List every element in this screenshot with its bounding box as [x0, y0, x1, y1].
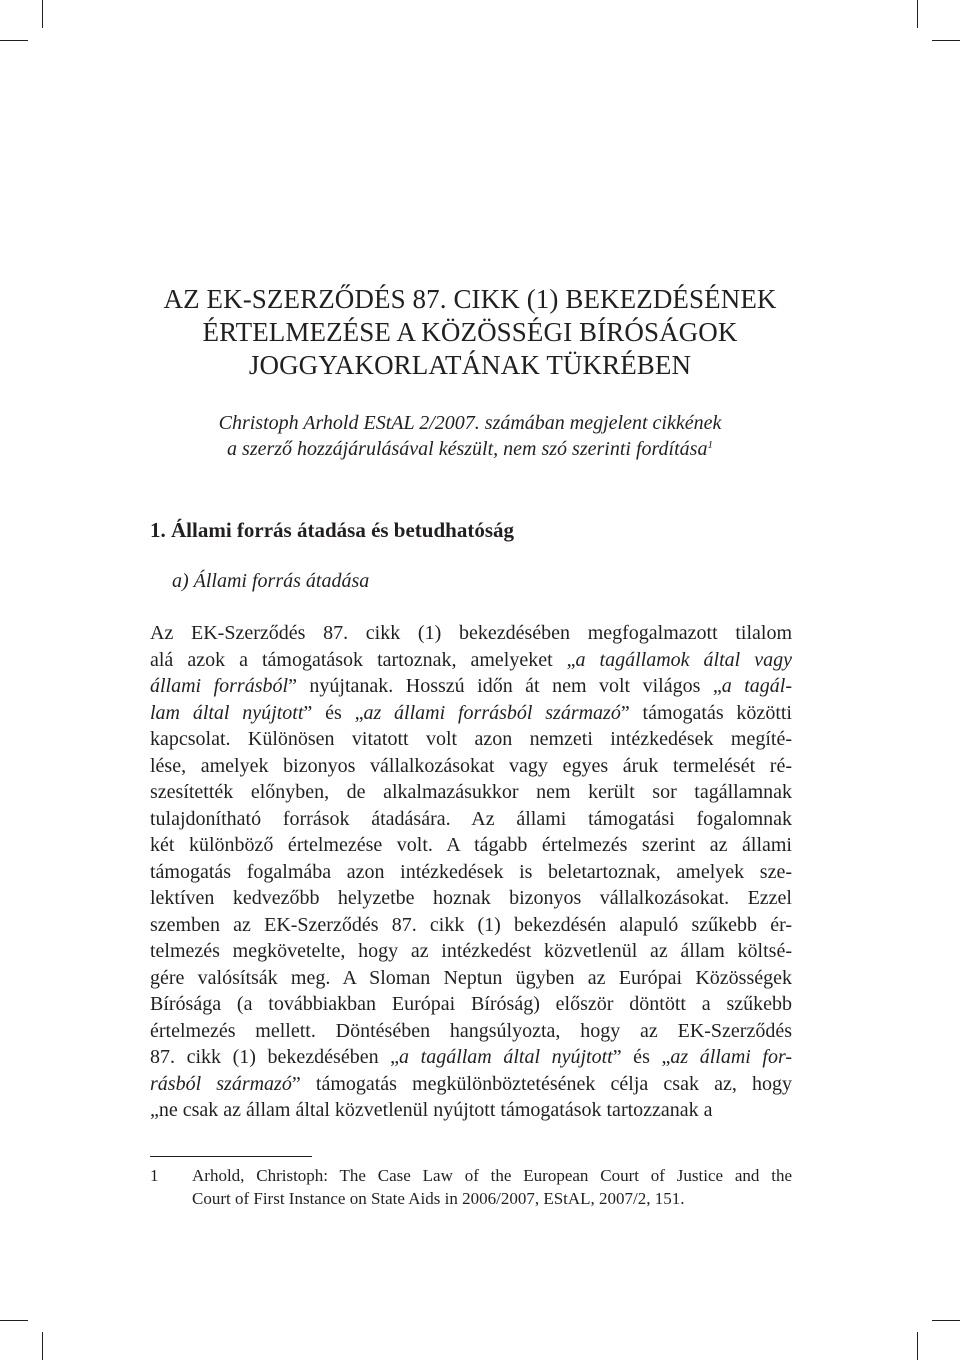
body-text-segment: ” és „: [612, 1046, 671, 1068]
subtitle-line-1: Christoph Arhold EStAL 2/2007. számában megjelent cikkének: [218, 412, 722, 434]
body-text-segment: lése, amelyek bizonyos vállalkozásokat vagy egyes áruk termelését ré-: [150, 754, 792, 777]
body-line: [150, 859, 792, 886]
body-line: [150, 1044, 792, 1071]
body-italic-segment: lam által nyújtott: [150, 701, 304, 724]
body-italic-segment: a tagál-: [721, 675, 792, 697]
body-text-segment: értelmezés mellett. Döntésében hangsúlyozta, hogy az EK-Szerződés: [150, 1019, 792, 1042]
body-italic-segment: a tagállamok által vagy: [575, 648, 792, 671]
subtitle-line-2: [150, 436, 790, 462]
body-text-segment: ” támogatás megkülönböztetésének célja csak az, hogy: [291, 1072, 792, 1095]
body-text-segment: gére valósítsák meg. A Sloman Neptun ügyben az Európai Közösségek: [150, 966, 792, 989]
body-line: [150, 1018, 792, 1045]
footnote-reference[interactable]: 1: [707, 439, 713, 451]
section-heading: 1. Állami forrás átadása és betudhatóság: [150, 518, 515, 542]
footnote-text: [192, 1164, 792, 1210]
crop-mark-bottom-left-horizontal: [0, 1320, 28, 1321]
body-italic-segment: az állami for-: [670, 1046, 793, 1068]
body-line: [150, 885, 792, 912]
body-text-segment: lektíven kedvezőbb helyzetbe hoznak bizonyos vállalkozásokat. Ezzel: [150, 887, 792, 909]
body-text-segment: ” és „: [303, 701, 364, 724]
body-text-segment: szemben az EK-Szerződés 87. cikk (1) bekezdésén alapuló szűkebb ér-: [150, 913, 792, 936]
body-italic-segment: állami forrásból: [150, 675, 289, 697]
body-italic-segment: a tagállam által nyújtott: [399, 1046, 613, 1068]
title-line-2: ÉRTELMEZÉSE A KÖZÖSSÉGI BÍRÓSÁGOK: [202, 317, 738, 347]
body-line: [150, 726, 792, 753]
body-line: [150, 779, 792, 806]
crop-mark-top-left-vertical: [42, 0, 43, 28]
body-line: [150, 700, 792, 727]
crop-mark-top-right-horizontal: [932, 40, 960, 41]
body-line: [150, 965, 792, 992]
crop-mark-top-right-vertical: [917, 0, 918, 28]
footnote-separator: [150, 1156, 312, 1157]
footnote-line-1: Arhold, Christoph: The Case Law of the European Court of Justice and the: [192, 1166, 792, 1185]
crop-mark-bottom-right-horizontal: [932, 1320, 960, 1321]
body-line: [150, 912, 792, 939]
body-line: [150, 938, 792, 965]
subtitle-line-2-text: a szerző hozzájárulásával készült, nem szó szerinti fordítása: [227, 438, 708, 460]
body-text-segment: „ne csak az állam által közvetlenül nyújtott támogatások tartozzanak a: [150, 1099, 713, 1121]
title-line-1: AZ EK-SZERZŐDÉS 87. CIKK (1) BEKEZDÉSÉNEK: [163, 284, 777, 314]
body-text-segment: ” támogatás közötti: [620, 701, 792, 724]
title-line-3: JOGGYAKORLATÁNAK TÜKRÉBEN: [248, 350, 692, 380]
body-line: [150, 832, 792, 859]
footnote-line-2: Court of First Instance on State Aids in 2006/2007, EStAL, 2007/2, 151.: [192, 1189, 685, 1208]
body-paragraph: [150, 620, 792, 1124]
body-line: [150, 991, 792, 1018]
body-text-segment: Az EK-Szerződés 87. cikk (1) bekezdésében megfogalmazott tilalom: [150, 622, 792, 644]
article-title: [150, 283, 790, 382]
body-text-segment: tulajdonítható források átadására. Az állami támogatási fogalomnak: [150, 807, 792, 830]
body-line: [150, 1071, 792, 1098]
body-text-segment: telmezés megkövetelte, hogy az intézkedést közvetlenül az állam költsé-: [150, 940, 792, 962]
body-text-segment: 87. cikk (1) bekezdésében „: [150, 1046, 400, 1068]
footnote-number: 1: [150, 1166, 159, 1185]
body-line: [150, 620, 792, 647]
body-text-segment: két különböző értelmezése volt. A tágabb értelmezés szerint az állami: [150, 834, 792, 856]
body-text-segment: kapcsolat. Különösen vitatott volt azon nemzeti intézkedések megíté-: [150, 728, 792, 750]
crop-mark-top-left-horizontal: [0, 40, 28, 41]
body-text-segment: szesítették előnyben, de alkalmazásukkor nem került sor tagállamnak: [150, 781, 792, 803]
body-line: [150, 806, 792, 833]
crop-mark-bottom-left-vertical: [42, 1332, 43, 1360]
body-italic-segment: rásból származó: [150, 1072, 292, 1095]
subsection-heading: a) Állami forrás átadása: [172, 570, 370, 592]
body-line: [150, 673, 792, 700]
body-line: [150, 1097, 792, 1124]
body-text-segment: alá azok a támogatások tartoznak, amelyeket „: [150, 648, 576, 671]
crop-mark-bottom-right-vertical: [917, 1332, 918, 1360]
body-italic-segment: az állami forrásból származó: [363, 701, 621, 724]
body-text-segment: támogatás fogalmába azon intézkedések is beletartoznak, amelyek sze-: [150, 860, 792, 883]
body-text-segment: ” nyújtanak. Hosszú időn át nem volt világos „: [288, 675, 722, 697]
body-text-segment: Bírósága (a továbbiakban Európai Bíróság) először döntött a szűkebb: [150, 993, 792, 1015]
article-subtitle: [150, 410, 790, 462]
body-line: [150, 647, 792, 674]
body-line: [150, 753, 792, 780]
